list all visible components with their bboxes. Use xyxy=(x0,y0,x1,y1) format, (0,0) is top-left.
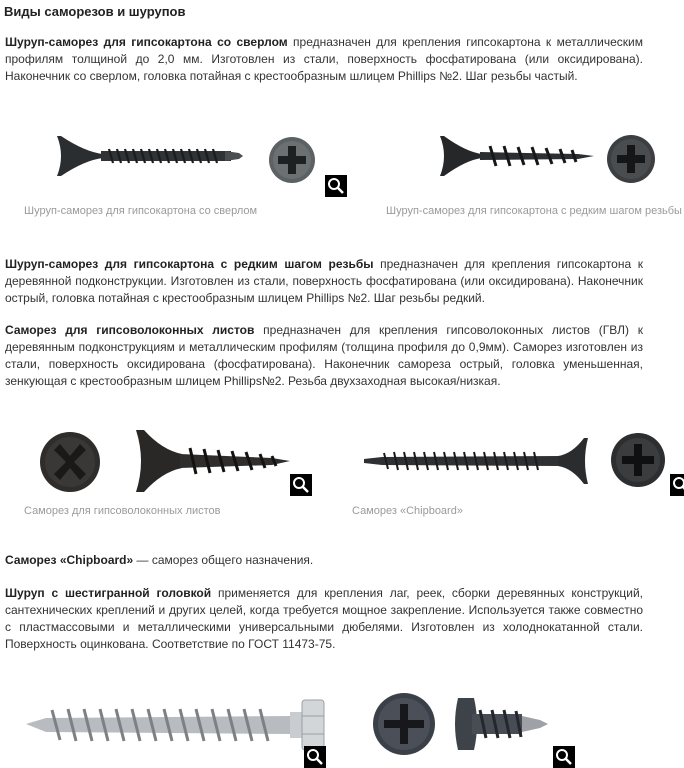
paragraph-hex xyxy=(5,585,643,653)
zoom-button-fig1[interactable] xyxy=(325,175,347,197)
paragraph-gvl xyxy=(5,322,643,390)
chipboard-head-image xyxy=(610,432,666,488)
caption-fig2: Шуруп-саморез для гипсокартона с редким шагом резьбы xyxy=(386,205,682,217)
caption-fig4: Саморез «Chipboard» xyxy=(352,505,463,517)
desc-drywall-sparse: предназначен для крепления гипсокартона к деревянной подконструкции. Изготовлен из стали, поверхность фосфатирована (или оксидирована). Наконечник острый, головка потайная с крестообразным шлицем Phillips №2. Шаг резьбы редкий. xyxy=(5,257,643,305)
magnifier-icon xyxy=(553,746,575,768)
press-washer-screw-image xyxy=(450,692,550,756)
drywall-sparse-screw-image xyxy=(438,132,598,182)
term-hex: Шуруп с шестигранной головкой xyxy=(5,586,211,600)
paragraph-drywall-sparse xyxy=(5,256,643,307)
term-drywall-sparse: Шуруп-саморез для гипсокартона с редким шагом резьбы xyxy=(5,257,374,271)
gvl-head-image xyxy=(36,430,104,494)
hex-screw-image xyxy=(22,690,332,760)
term-drywall-drill: Шуруп-саморез для гипсокартона со сверлом xyxy=(5,35,288,49)
zoom-button-fig5[interactable] xyxy=(304,746,326,768)
caption-fig1: Шуруп-саморез для гипсокартона со сверлом xyxy=(24,205,257,217)
paragraph-chipboard xyxy=(5,552,643,569)
drywall-drill-head-image xyxy=(268,136,316,184)
desc-hex: применяется для крепления лаг, реек, сборки деревянных конструкций, сантехнических креплений и других целей, когда требуется мощное закрепление. Используется также совместно с пластмассовыми и металлическими универсальными дюбелями. Изготовлен из холоднокатанной стали. Поверхность оцинкована. Соответствие по ГОСТ 11473-75. xyxy=(5,586,643,651)
zoom-button-fig6[interactable] xyxy=(553,746,575,768)
zoom-button-fig3[interactable] xyxy=(290,474,312,496)
press-washer-head-image xyxy=(370,690,440,756)
chipboard-screw-image xyxy=(362,436,592,486)
gvl-screw-image xyxy=(132,428,292,494)
page-title: Виды саморезов и шурупов xyxy=(4,4,186,19)
magnifier-icon xyxy=(325,175,347,197)
desc-gvl: предназначен для крепления гипсоволоконных листов (ГВЛ) к деревянным подконструкциям и металлическим профилям (толщина профиля до 0,9мм). Саморез изготовлен из стали, поверхность оксидирована (фосфатирована). Наконечник самореза острый, головка уменьшенная, зенкующая с крестообразным шлицем Phillips№2. Резьба двухзаходная высокая/низкая. xyxy=(5,323,643,388)
magnifier-icon xyxy=(304,746,326,768)
term-chipboard: Саморез «Chipboard» xyxy=(5,553,133,567)
desc-drywall-drill: предназначен для крепления гипсокартона к металлическим профилям толщиной до 2,0 мм. Изготовлен из стали, поверхность фосфатирована (или оксидирована). Наконечник со сверлом, головка потайная с крестообразным шлицем Phillips №2. Шаг резьбы частый. xyxy=(5,35,643,83)
drywall-sparse-head-image xyxy=(606,134,656,184)
desc-chipboard: — саморез общего назначения. xyxy=(133,553,313,567)
term-gvl: Саморез для гипсоволоконных листов xyxy=(5,323,254,337)
drywall-drill-screw-image xyxy=(55,132,245,182)
paragraph-drywall-drill xyxy=(5,34,643,85)
zoom-button-fig4[interactable] xyxy=(670,474,684,496)
caption-fig3: Саморез для гипсоволоконных листов xyxy=(24,505,221,517)
magnifier-icon xyxy=(670,474,684,496)
magnifier-icon xyxy=(290,474,312,496)
